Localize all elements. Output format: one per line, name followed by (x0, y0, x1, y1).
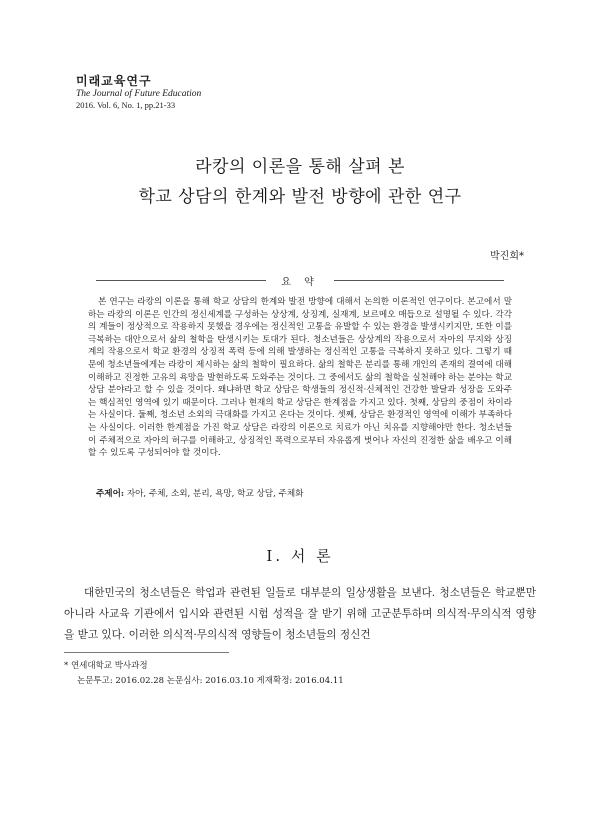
author: 박진희* (490, 251, 524, 262)
abstract-body (88, 296, 512, 460)
body-text (64, 583, 536, 646)
body-paragraph: 대한민국의 청소년들은 학업과 관련된 일들로 대부분의 일상생활을 보낸다. 청소년들은 학교뿐만 아니라 사교육 기관에서 입시와 관련된 시험 성적을 잘 받기 위해 고군분투하며 의식적·무의식적 영향을 받고 있다. 이러한 의식적·무의식적 영향들이 청소년들의 정신건 (64, 587, 536, 641)
keywords (96, 487, 303, 499)
keywords-label: 주제어: (96, 489, 125, 499)
journal-name: 미래교육연구 (76, 74, 152, 88)
paper-title-line-1: 라캉의 이론을 통해 살펴 본 (195, 157, 405, 177)
journal-name-english: The Journal of Future Education (76, 89, 202, 99)
footnote (64, 659, 344, 689)
journal-header (76, 74, 201, 111)
journal-volume: 2016. Vol. 6, No. 1, pp.21-33 (76, 100, 176, 110)
abstract-heading (96, 273, 504, 287)
abstract-rule-right (334, 280, 504, 281)
paper-title-line-2: 학교 상담의 한계와 발전 방향에 관한 연구 (138, 187, 462, 207)
footnote-rule (64, 652, 229, 653)
abstract-text: 본 연구는 라캉의 이론을 통해 학교 상담의 한계와 발전 방향에 대해서 논의한 이론적인 연구이다. 본고에서 말하는 라캉의 이론은 인간의 정신세계를 구성하는 상상계, 상징계, 실재계, 보르메오 매듭으로 설명될 수 있다. 각각의 계들이 정상적으로 작용하지 못했을 경우에는 정신적인 고통을 유발할 수 있는 환경을 발생시키지만, 또한 이를 극복하는 대안으로서 삶의 철학을 탄생시키는 토대가 된다. 청소년들은 상상계의 작용으로서 자아의 무지와 상징계의 작용으로서 학교 환경의 상징적 폭력 등에 의해 발생하는 정신적인 고통을 극복하지 못하고 있다. 그렇기 때문에 청소년들에게는 라캉이 제시하는 삶의 철학이 필요하다. 삶의 철학은 분리를 통해 개인의 존재의 결여에 대해 이해하고 진정한 고유의 욕망을 발현하도록 도와주는 것이다. 그 중에서도 삶의 철학을 실천해야 하는 분야는 학교 상담 분야라고 할 수 있을 것이다. 왜냐하면 학교 상담은 학생들의 정신적·신체적인 건강한 발달과 성장을 도와주는 핵심적인 영역에 있기 때문이다. 그러나 현재의 학교 상담은 한계점을 가지고 있다. 첫째, 상담의 중점이 차이라는 사실이다. 둘째, 청소년 소외의 극대화를 가지고 온다는 것이다. 셋째, 상담은 환경적인 영역에 이해가 부족하다는 사실이다. 이러한 한계점을 가진 학교 상담은 라캉의 이론으로 치료가 아닌 치유를 지향해야만 한다. 청소년들이 주체적으로 자아의 허구를 이해하고, 상징적인 폭력으로부터 자유롭게 벗어나 자신의 진정한 삶을 배우고 이해할 수 있도록 구성되어야 할 것이다. (88, 297, 512, 459)
footnote-affiliation: * 연세대학교 박사과정 (64, 661, 148, 671)
abstract-label: 요 약 (281, 277, 319, 288)
section-heading: I. 서 론 (266, 547, 334, 565)
footnote-dates: 논문투고: 2016.02.28 논문심사: 2016.03.10 게재확정: 2016.04.11 (77, 676, 344, 686)
keywords-list: 자아, 주체, 소외, 분리, 욕망, 학교 상담, 주체화 (126, 489, 304, 499)
